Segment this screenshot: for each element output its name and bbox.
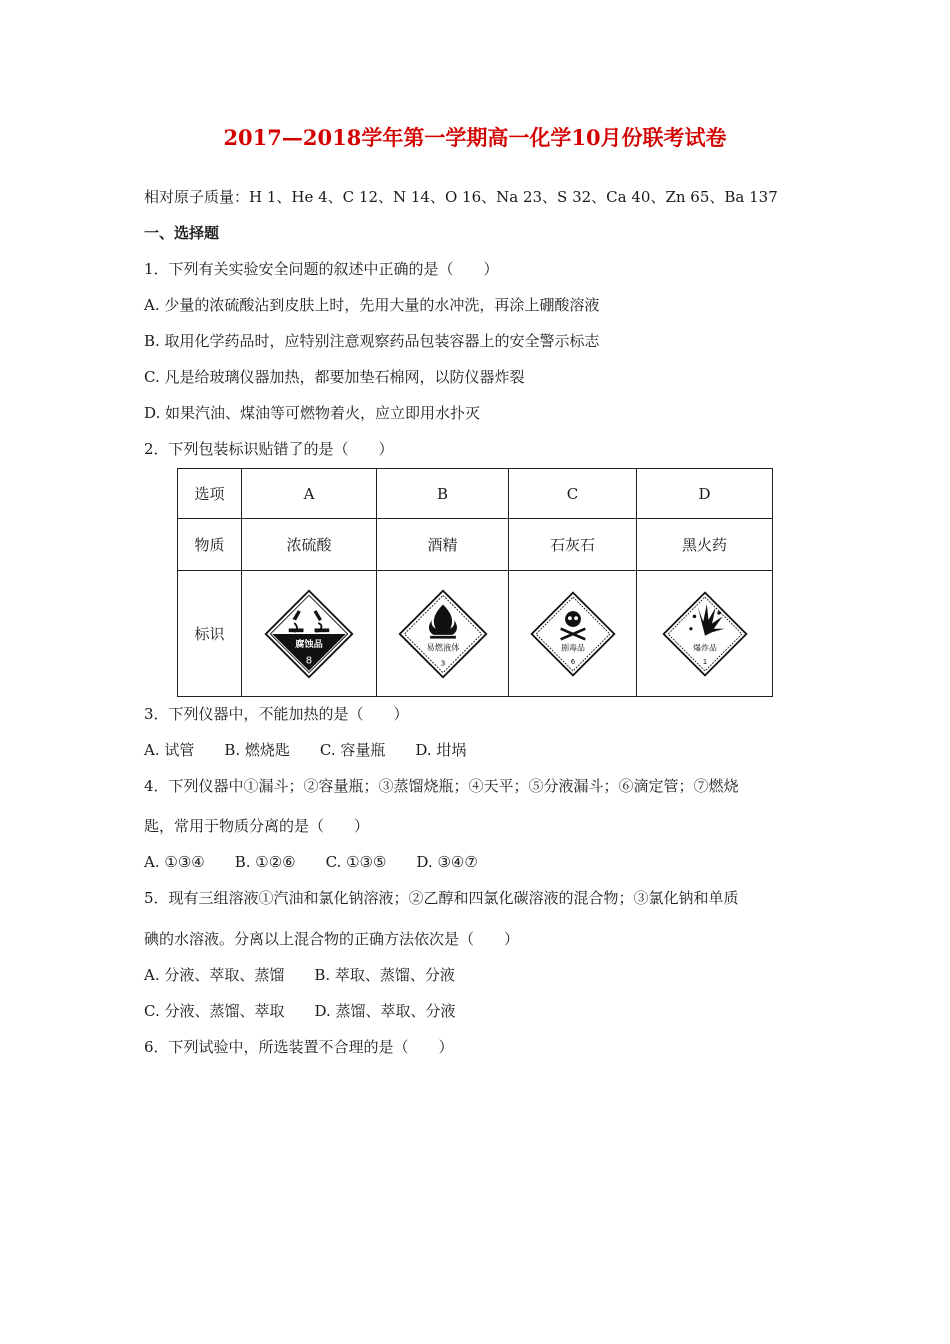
option-d: D: [637, 469, 773, 519]
q1-option-a: A. 少量的浓硫酸沾到皮肤上时，先用大量的水冲洗，再涂上硼酸溶液: [144, 296, 600, 314]
skull-icon: [529, 590, 617, 678]
q1-option-c: C. 凡是给玻璃仪器加热，都要加垫石棉网，以防仪器炸裂: [144, 368, 525, 386]
sign-label-b: 易燃液体: [425, 642, 460, 653]
sign-number-b: 3: [440, 657, 445, 667]
row-header-option: 选项: [178, 469, 242, 519]
sign-cell-c: [509, 571, 637, 697]
option-c: C: [509, 469, 637, 519]
q5-stem-line1: 5．现有三组溶液①汽油和氯化钠溶液；②乙醇和四氯化碳溶液的混合物；③氯化钠和单质: [144, 889, 739, 907]
sign-number-c: 6: [570, 656, 575, 666]
table-row-options: [178, 469, 773, 519]
sign-number-a: 8: [305, 654, 313, 666]
sign-cell-a: [242, 571, 377, 697]
q5-choices-1: A. 分液、萃取、蒸馏 B. 萃取、蒸馏、分液: [144, 966, 455, 984]
q4-stem-line1: 4．下列仪器中①漏斗；②容量瓶；③蒸馏烧瓶；④天平；⑤分液漏斗；⑥滴定管；⑦燃烧: [144, 777, 739, 795]
sign-number-d: 1: [702, 656, 707, 666]
q4-choices: A. ①③④ B. ①②⑥ C. ①③⑤ D. ③④⑦: [144, 853, 478, 871]
sign-cell-b: [377, 571, 509, 697]
option-a: A: [242, 469, 377, 519]
substance-d: 黑火药: [637, 519, 773, 571]
row-header-substance: 物质: [178, 519, 242, 571]
q3-stem: 3．下列仪器中，不能加热的是（ ）: [144, 705, 409, 723]
flame-icon: [397, 588, 489, 680]
substance-a: 浓硫酸: [242, 519, 377, 571]
exam-title: 2017—2018学年第一学期高一化学10月份联考试卷: [223, 125, 727, 150]
q1-stem: 1．下列有关实验安全问题的叙述中正确的是（ ）: [144, 260, 499, 278]
row-header-sign: 标识: [178, 571, 242, 697]
q1-option-d: D. 如果汽油、煤油等可燃物着火，应立即用水扑灭: [144, 404, 481, 422]
q6-stem: 6．下列试验中，所选装置不合理的是（ ）: [144, 1038, 454, 1056]
atomic-masses: 相对原子质量：H 1、He 4、C 12、N 14、O 16、Na 23、S 32、Ca 40、Zn 65、Ba 137: [144, 188, 778, 206]
q4-stem-line2: 匙，常用于物质分离的是（ ）: [144, 817, 370, 835]
q2-stem: 2．下列包装标识贴错了的是（ ）: [144, 440, 394, 458]
option-b: B: [377, 469, 509, 519]
explosion-icon: [661, 590, 749, 678]
substance-b: 酒精: [377, 519, 509, 571]
q5-choices-2: C. 分液、蒸馏、萃取 D. 蒸馏、萃取、分液: [144, 1002, 456, 1020]
q5-stem-line2: 碘的水溶液。分离以上混合物的正确方法依次是（ ）: [144, 930, 520, 948]
table-row-substances: [178, 519, 773, 571]
substance-c: 石灰石: [509, 519, 637, 571]
q2-label-table: [177, 468, 773, 697]
q1-option-b: B. 取用化学药品时，应特别注意观察药品包装容器上的安全警示标志: [144, 332, 600, 350]
q3-choices: A. 试管 B. 燃烧匙 C. 容量瓶 D. 坩埚: [144, 741, 467, 759]
sign-label-c: 剧毒品: [560, 643, 585, 653]
sign-label-d: 爆炸品: [692, 643, 717, 653]
corrosive-icon: [263, 588, 355, 680]
sign-cell-d: [637, 571, 773, 697]
section-heading: 一、选择题: [144, 224, 220, 242]
table-row-signs: [178, 571, 773, 697]
sign-label-a: 腐蚀品: [295, 638, 323, 650]
